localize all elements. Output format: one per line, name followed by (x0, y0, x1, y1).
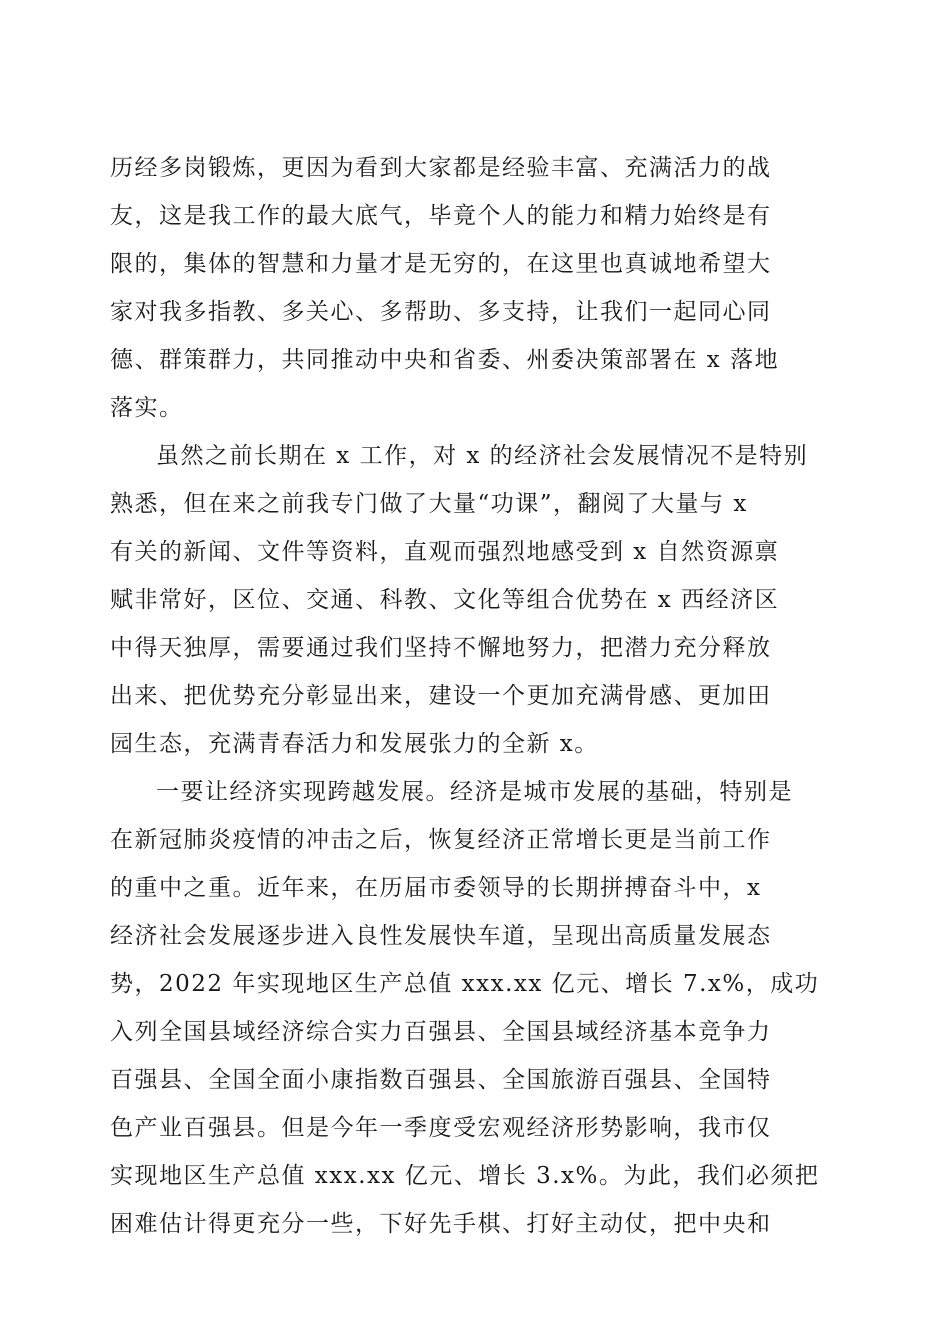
text-line: 在新冠肺炎疫情的冲击之后，恢复经济正常增长更是当前工作 (110, 827, 772, 853)
text-line: 百强县、全国全面小康指数百强县、全国旅游百强县、全国特 (110, 1067, 772, 1093)
text-line: 历经多岗锻炼，更因为看到大家都是经验丰富、充满活力的战 (110, 155, 772, 181)
text-line: 落实。 (110, 395, 184, 421)
text-line: 困难估计得更充分一些，下好先手棋、打好主动仗，把中央和 (110, 1211, 772, 1237)
text-line: 家对我多指教、多关心、多帮助、多支持，让我们一起同心同 (110, 299, 772, 325)
text-line: 势，2022 年实现地区生产总值 xxx.xx 亿元、增长 7.x%，成功 (110, 971, 820, 997)
text-line: 园生态，充满青春活力和发展张力的全新 x。 (110, 731, 599, 757)
paragraph-first-line: 一要让经济实现跨越发展。经济是城市发展的基础，特别是 (156, 779, 793, 805)
text-line: 限的，集体的智慧和力量才是无穷的，在这里也真诚地希望大 (110, 251, 772, 277)
text-line: 有关的新闻、文件等资料，直观而强烈地感受到 x 自然资源禀 (110, 539, 780, 565)
text-line: 赋非常好，区位、交通、科教、文化等组合优势在 x 西经济区 (110, 587, 780, 613)
text-line: 实现地区生产总值 xxx.xx 亿元、增长 3.x%。为此，我们必须把 (110, 1163, 820, 1189)
text-line: 出来、把优势充分彰显出来，建设一个更加充满骨感、更加田 (110, 683, 772, 709)
paragraph-first-line: 虽然之前长期在 x 工作，对 x 的经济社会发展情况不是特别 (156, 443, 809, 469)
text-line: 德、群策群力，共同推动中央和省委、州委决策部署在 x 落地 (110, 347, 780, 373)
text-line: 入列全国县域经济综合实力百强县、全国县域经济基本竞争力 (110, 1019, 772, 1045)
body-text (110, 144, 850, 1248)
text-line: 色产业百强县。但是今年一季度受宏观经济形势影响，我市仅 (110, 1115, 772, 1141)
text-line: 的重中之重。近年来，在历届市委领导的长期拼搏奋斗中，x (110, 875, 762, 901)
text-line: 经济社会发展逐步进入良性发展快车道，呈现出高质量发展态 (110, 923, 772, 949)
text-line: 中得天独厚，需要通过我们坚持不懈地努力，把潜力充分释放 (110, 635, 772, 661)
text-line: 友，这是我工作的最大底气，毕竟个人的能力和精力始终是有 (110, 203, 772, 229)
text-line: 熟悉，但在来之前我专门做了大量“功课”，翻阅了大量与 x (110, 491, 748, 517)
